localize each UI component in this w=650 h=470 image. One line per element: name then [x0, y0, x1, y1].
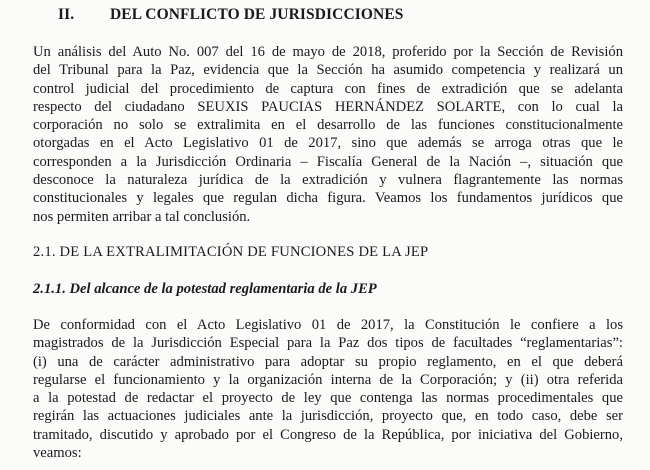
paragraph-conflict-analysis	[33, 43, 623, 226]
paragraph-line: desconoce la naturaleza jurídica de la extradición y vulnera flagrantemente las normas	[33, 172, 623, 189]
paragraph-regulatory-power	[33, 316, 623, 462]
section-number: II.	[58, 6, 75, 23]
paragraph-line: Un análisis del Auto No. 007 del 16 de mayo de 2018, proferido por la Sección de Revisión	[33, 44, 623, 60]
section-title: DEL CONFLICTO DE JURISDICCIONES	[110, 6, 404, 23]
paragraph-line: otorgadas en el Acto Legislativo 01 de 2017, sino que además se arroga otras que le	[33, 135, 623, 152]
paragraph-line: veamos:	[33, 445, 82, 462]
paragraph-line: (i) una de carácter administrativo para adoptar su propio reglamento, en el que deberá	[33, 353, 623, 370]
paragraph-line: respecto del ciudadano SEUXIS PAUCIAS HERNÁNDEZ SOLARTE, con lo cual la	[33, 98, 623, 115]
subsubsection-heading: 2.1.1. Del alcance de la potestad reglamentaria de la JEP	[33, 281, 377, 297]
paragraph-line: tramitado, discutido y aprobado por el Congreso de la República, por iniciativa del Gobierno,	[33, 426, 623, 443]
paragraph-line: corresponden a la Jurisdicción Ordinaria – Fiscalía General de la Nación –, situación que	[33, 153, 623, 170]
paragraph-line: regirán las actuaciones judiciales ante la jurisdicción, proyecto que, en todo caso, debe ser	[33, 408, 623, 425]
paragraph-line: control judicial del procedimiento de captura con fines de extradición que se adelanta	[33, 80, 623, 97]
paragraph-line: regularse el funcionamiento y la organización interna de la Corporación; y (ii) otra referida	[33, 371, 623, 388]
paragraph-line: a la potestad de redactar el proyecto de ley que contenga las normas procedimentales que	[33, 390, 623, 407]
subsection-heading: 2.1. DE LA EXTRALIMITACIÓN DE FUNCIONES DE LA JEP	[33, 244, 429, 260]
paragraph-line: De conformidad con el Acto Legislativo 01 de 2017, la Constitución le confiere a los	[33, 317, 623, 333]
paragraph-line: del Tribunal para la Paz, evidencia que la Sección ha asumido competencia y realizará un	[33, 62, 623, 79]
paragraph-line: constitucionales y legales que regulan dicha figura. Veamos los fundamentos jurídicos que	[33, 190, 623, 207]
paragraph-line: magistrados de la Jurisdicción Especial para la Paz dos tipos de facultades “reglamentarias”:	[33, 335, 623, 352]
paragraph-line: corporación no solo se extralimita en el desarrollo de las funciones constitucionalmente	[33, 117, 623, 134]
paragraph-line: nos permiten arribar a tal conclusión.	[33, 208, 251, 225]
section-heading	[58, 6, 404, 24]
